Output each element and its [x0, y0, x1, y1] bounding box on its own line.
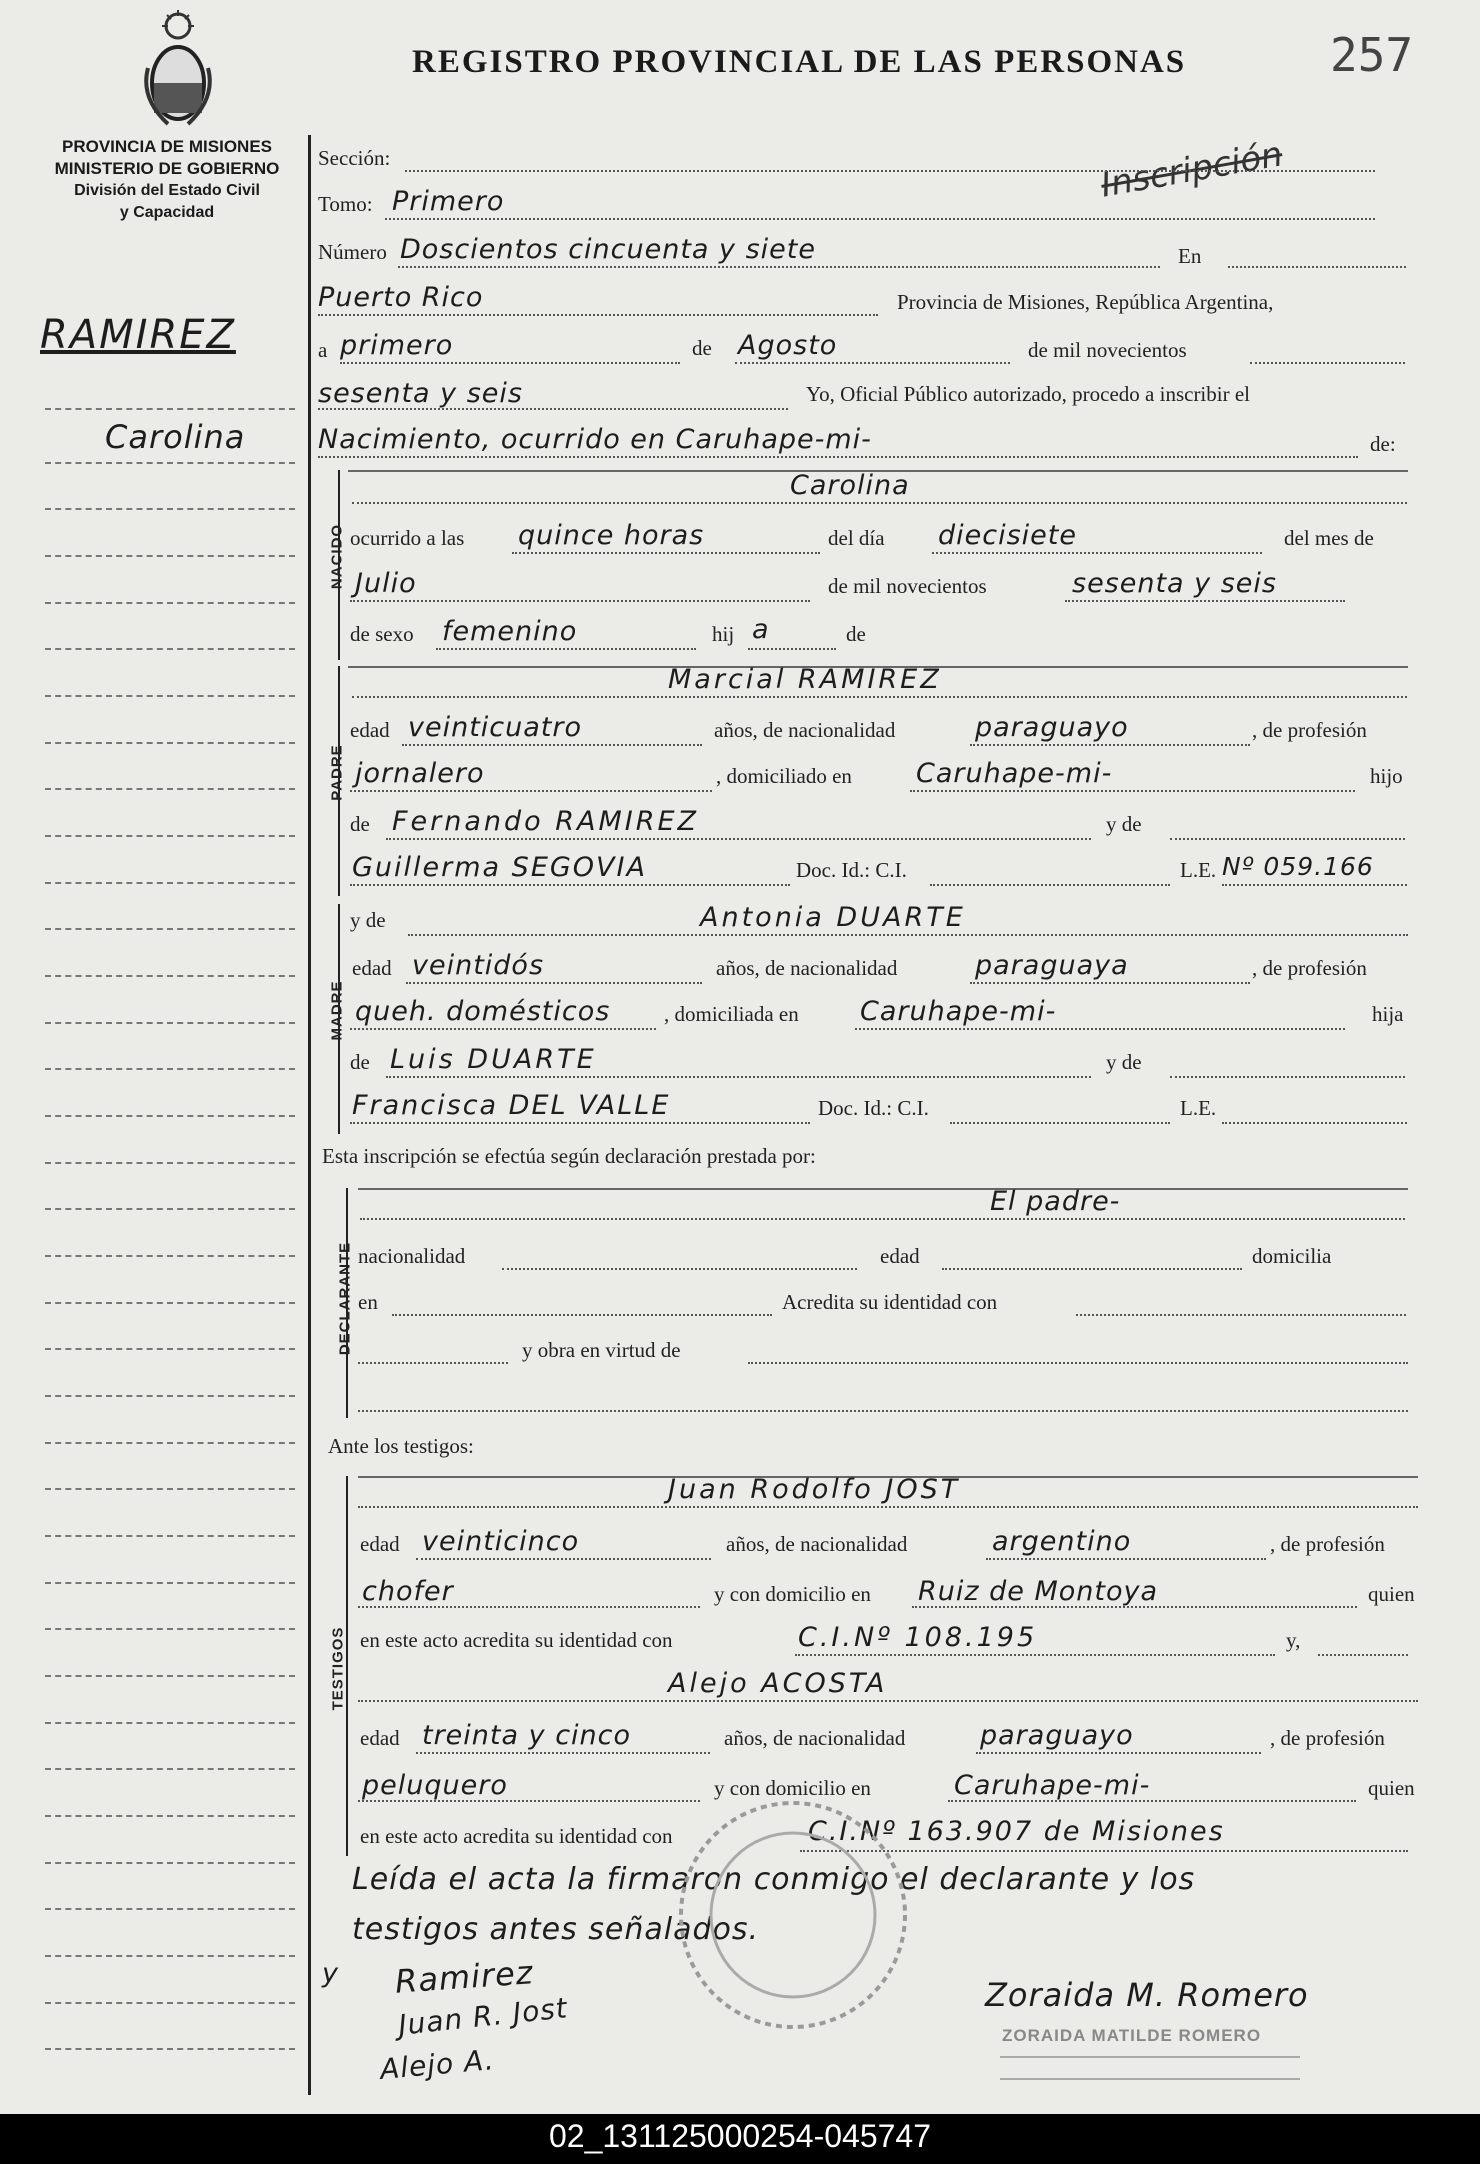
witness2-prof-label: , de profesión [1270, 1726, 1385, 1750]
madre-mother-of: Francisca DEL VALLE [352, 1090, 671, 1121]
witness1-nac-label: años, de nacionalidad [726, 1532, 908, 1556]
witness2-acredita-label: en este acto acredita su identidad con [360, 1824, 673, 1848]
witness2-dom: Caruhape-mi- [954, 1770, 1151, 1801]
sig-y: y [322, 1958, 339, 1989]
nacido-de-label: de [846, 622, 866, 646]
witness1-name: Juan Rodolfo JOST [668, 1474, 961, 1505]
padre-mother-of: Guillerma SEGOVIA [352, 852, 647, 883]
testigos-intro: Ante los testigos: [328, 1434, 474, 1458]
witness2-prof: peluquero [362, 1770, 508, 1801]
madre-y-de-label: y de [350, 908, 386, 932]
oficial-text: Yo, Oficial Público autorizado, procedo a inscribir el [806, 382, 1251, 406]
declarante-dom-label: domicilia [1252, 1244, 1332, 1268]
madre-name: Antonia DUARTE [700, 902, 966, 933]
tomo-value: Primero [392, 186, 505, 217]
folio-number: 257 [1330, 28, 1414, 82]
witness1-id: C.I.Nº 108.195 [798, 1622, 1038, 1653]
year-value: sesenta y seis [318, 378, 523, 409]
padre-prof-value: jornalero [355, 758, 485, 789]
agency-line4: y Capacidad [119, 204, 215, 221]
madre-prof-label: , de profesión [1252, 956, 1367, 980]
nacido-section-label: NACIDO [328, 523, 346, 590]
madre-prof-value: queh. domésticos [355, 996, 611, 1027]
seccion-label: Sección: [318, 146, 391, 170]
coat-of-arms-icon [138, 8, 218, 132]
padre-edad-label: edad [350, 718, 390, 742]
closing-line1: Leída el acta la firmaron conmigo el declarante y los [352, 1862, 1196, 1897]
padre-le-label: L.E. [1180, 858, 1217, 882]
witness2-quien-label: quien [1368, 1776, 1415, 1800]
madre-de-label: de [350, 1050, 370, 1074]
madre-section-label: MADRE [328, 980, 346, 1041]
image-id-label: 02_131125000254-045747 [548, 2118, 931, 2154]
nacido-day-value: diecisiete [938, 520, 1077, 551]
declarante-section-label: DECLARANTE [336, 1241, 354, 1356]
place-value: Puerto Rico [318, 282, 484, 313]
de-colon-label: de: [1370, 432, 1396, 456]
hij-value: a [752, 614, 770, 645]
del-mes-label: del mes de [1284, 526, 1374, 550]
madre-father-of: Luis DUARTE [390, 1044, 597, 1075]
acto-value: Nacimiento, ocurrido en Caruhape-mi- [318, 424, 872, 455]
madre-le-label: L.E. [1180, 1096, 1217, 1120]
ocurrido-label: ocurrido a las [350, 526, 465, 550]
agency-line3: División del Estado Civil [74, 182, 260, 199]
de-label: de [692, 336, 712, 360]
numero-value: Doscientos cincuenta y siete [400, 234, 816, 265]
closing-line2: testigos antes señalados. [352, 1912, 760, 1947]
witness1-prof: chofer [362, 1576, 454, 1607]
nacido-year-value: sesenta y seis [1072, 568, 1277, 599]
padre-section-label: PADRE [328, 744, 346, 801]
en-label: En [1178, 244, 1202, 268]
padre-nac-label: años, de nacionalidad [714, 718, 896, 742]
frame-divider [308, 135, 311, 2095]
witness2-name: Alejo ACOSTA [668, 1668, 888, 1699]
mil-nov-label: de mil novecientos [1028, 338, 1187, 362]
witness2-id: C.I.Nº 163.907 de Misiones [808, 1816, 1225, 1847]
del-dia-label: del día [828, 526, 885, 550]
page-title: REGISTRO PROVINCIAL DE LAS PERSONAS [412, 44, 1187, 80]
official-seal-icon [668, 1790, 918, 2040]
madre-edad-value: veintidós [412, 950, 545, 981]
padre-dom-value: Caruhape-mi- [916, 758, 1113, 789]
numero-label: Número [318, 240, 387, 264]
declarante-edad-label: edad [880, 1244, 920, 1268]
witness1-dom-label: y con domicilio en [714, 1582, 871, 1606]
margin-surname: RAMIREZ [40, 312, 236, 358]
declarante-acredita-label: Acredita su identidad con [782, 1290, 998, 1314]
madre-edad-label: edad [352, 956, 392, 980]
madre-dom-value: Caruhape-mi- [860, 996, 1057, 1027]
padre-doc-label: Doc. Id.: C.I. [796, 858, 907, 882]
declarante-intro: Esta inscripción se efectúa según declaración prestada por: [322, 1144, 816, 1168]
declarante-nac-label: nacionalidad [358, 1244, 466, 1268]
padre-le-value: Nº 059.166 [1222, 852, 1374, 881]
testigos-section-label: TESTIGOS [329, 1626, 347, 1711]
agency-line2: MINISTERIO DE GOBIERNO [54, 159, 280, 178]
nacido-month-value: Julio [355, 568, 417, 599]
day-value: primero [340, 330, 454, 361]
madre-hija-label: hija [1372, 1002, 1404, 1026]
hour-value: quince horas [518, 520, 705, 551]
witness2-edad: treinta y cinco [422, 1720, 632, 1751]
witness2-signature: Alejo A. [378, 2043, 496, 2086]
month-value: Agosto [738, 330, 838, 361]
hij-label: hij [712, 622, 735, 646]
province-text: Provincia de Misiones, República Argentina, [897, 290, 1274, 314]
tomo-label: Tomo: [318, 192, 373, 216]
witness2-nac-label: años, de nacionalidad [724, 1726, 906, 1750]
padre-dom-label: , domiciliado en [716, 764, 852, 788]
nacido-name: Carolina [790, 470, 910, 501]
declarante-value: El padre- [990, 1186, 1121, 1217]
agency-block [32, 136, 302, 224]
nacido-mil-nov-label: de mil novecientos [828, 574, 987, 598]
witness1-edad-label: edad [360, 1532, 400, 1556]
official-stamp: ZORAIDA MATILDE ROMERO [1002, 2026, 1262, 2045]
padre-prof-label: , de profesión [1252, 718, 1367, 742]
witness1-prof-label: , de profesión [1270, 1532, 1385, 1556]
stamp-text: Inscripción [1097, 134, 1286, 206]
padre-edad-value: veinticuatro [408, 712, 582, 743]
official-signature: Zoraida M. Romero [985, 1976, 1309, 2014]
witness1-nac: argentino [992, 1526, 1132, 1557]
padre-hijo-label: hijo [1370, 764, 1403, 788]
witness1-dom: Ruiz de Montoya [918, 1576, 1159, 1607]
madre-dom-label: , domiciliada en [664, 1002, 799, 1026]
declarante-en-label: en [358, 1290, 378, 1314]
padre-nac-value: paraguayo [975, 712, 1129, 743]
margin-given-name: Carolina [105, 418, 246, 456]
padre-y-de-label: y de [1106, 812, 1142, 836]
sexo-label: de sexo [350, 622, 414, 646]
witness2-nac: paraguayo [980, 1720, 1134, 1751]
madre-y-de2-label: y de [1106, 1050, 1142, 1074]
agency-line1: PROVINCIA DE MISIONES [61, 137, 272, 156]
a-label: a [318, 338, 328, 362]
witness2-edad-label: edad [360, 1726, 400, 1750]
witness1-signature: Juan R. Jost [396, 1991, 570, 2042]
witness1-quien-label: quien [1368, 1582, 1415, 1606]
witness2-dom-label: y con domicilio en [714, 1776, 871, 1800]
father-signature: Ramirez [393, 1953, 535, 2001]
padre-name: Marcial RAMIREZ [668, 664, 942, 695]
witness1-acredita-label: en este acto acredita su identidad con [360, 1628, 673, 1652]
madre-nac-value: paraguaya [975, 950, 1129, 981]
sexo-value: femenino [442, 616, 578, 647]
witness1-edad: veinticinco [422, 1526, 580, 1557]
padre-de-label: de [350, 812, 370, 836]
witness1-y-label: y, [1286, 1628, 1301, 1652]
madre-doc-label: Doc. Id.: C.I. [818, 1096, 929, 1120]
madre-nac-label: años, de nacionalidad [716, 956, 898, 980]
declarante-obra-label: y obra en virtud de [522, 1338, 681, 1362]
padre-father-of: Fernando RAMIREZ [392, 806, 700, 837]
